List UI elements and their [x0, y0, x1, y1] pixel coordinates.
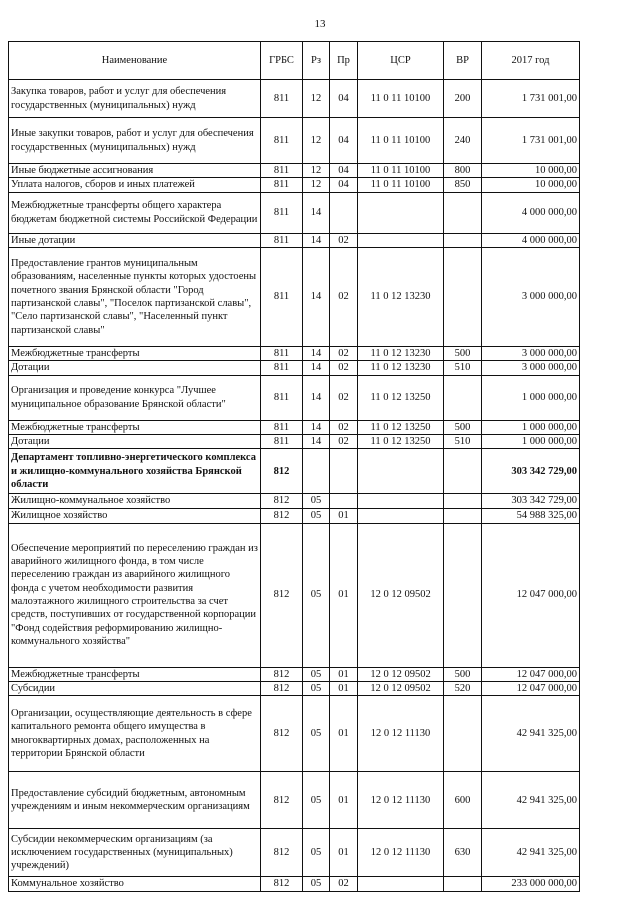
row-csr: 12 0 12 09502 — [358, 667, 444, 681]
row-csr: 12 0 12 11130 — [358, 829, 444, 877]
row-pr: 02 — [330, 233, 358, 247]
row-csr — [358, 449, 444, 494]
row-amount: 303 342 729,00 — [482, 494, 580, 508]
row-pr: 04 — [330, 178, 358, 192]
row-amount: 10 000,00 — [482, 164, 580, 178]
row-csr: 12 0 12 11130 — [358, 696, 444, 772]
row-csr: 11 0 11 10100 — [358, 164, 444, 178]
table-row — [9, 772, 580, 829]
column-header-name: Наименование — [9, 42, 261, 80]
row-rz: 12 — [303, 178, 330, 192]
row-vr — [444, 192, 482, 233]
row-amount: 3 000 000,00 — [482, 346, 580, 360]
row-rz: 05 — [303, 877, 330, 891]
row-vr — [444, 247, 482, 346]
row-vr: 520 — [444, 681, 482, 695]
table-row — [9, 361, 580, 375]
row-pr: 01 — [330, 667, 358, 681]
column-header-csr: ЦСР — [358, 42, 444, 80]
row-vr: 200 — [444, 80, 482, 118]
row-name: Иные закупки товаров, работ и услуг для обеспечения государственных (муниципальных) нужд — [9, 118, 261, 164]
row-pr: 02 — [330, 247, 358, 346]
row-vr: 510 — [444, 361, 482, 375]
row-csr: 11 0 11 10100 — [358, 80, 444, 118]
row-name: Иные бюджетные ассигнования — [9, 164, 261, 178]
row-pr: 01 — [330, 696, 358, 772]
row-name: Иные дотации — [9, 233, 261, 247]
row-pr: 02 — [330, 361, 358, 375]
table-row — [9, 233, 580, 247]
row-grbs: 812 — [261, 508, 303, 523]
row-vr: 510 — [444, 434, 482, 448]
row-amount: 4 000 000,00 — [482, 192, 580, 233]
row-grbs: 811 — [261, 346, 303, 360]
row-name: Предоставление субсидий бюджетным, автономным учреждениям и иным некоммерческим организациям — [9, 772, 261, 829]
row-pr: 02 — [330, 346, 358, 360]
table-row — [9, 420, 580, 434]
table-row — [9, 877, 580, 891]
row-name: Уплата налогов, сборов и иных платежей — [9, 178, 261, 192]
row-grbs: 812 — [261, 696, 303, 772]
table-row — [9, 696, 580, 772]
row-rz: 05 — [303, 696, 330, 772]
row-grbs: 812 — [261, 449, 303, 494]
row-vr — [444, 877, 482, 891]
row-name: Закупка товаров, работ и услуг для обеспечения государственных (муниципальных) нужд — [9, 80, 261, 118]
row-amount: 12 047 000,00 — [482, 667, 580, 681]
row-amount: 42 941 325,00 — [482, 696, 580, 772]
row-rz: 05 — [303, 494, 330, 508]
column-header-year: 2017 год — [482, 42, 580, 80]
row-amount: 3 000 000,00 — [482, 361, 580, 375]
row-grbs: 811 — [261, 361, 303, 375]
row-amount: 4 000 000,00 — [482, 233, 580, 247]
row-vr — [444, 523, 482, 667]
row-csr: 12 0 12 09502 — [358, 523, 444, 667]
row-grbs: 811 — [261, 178, 303, 192]
row-name: Коммунальное хозяйство — [9, 877, 261, 891]
row-csr — [358, 508, 444, 523]
row-rz: 05 — [303, 523, 330, 667]
row-rz: 12 — [303, 80, 330, 118]
row-pr — [330, 192, 358, 233]
row-vr — [444, 508, 482, 523]
row-rz: 14 — [303, 233, 330, 247]
row-pr: 04 — [330, 80, 358, 118]
row-csr — [358, 494, 444, 508]
row-pr: 01 — [330, 523, 358, 667]
row-rz: 14 — [303, 375, 330, 420]
row-pr: 04 — [330, 118, 358, 164]
row-name: Межбюджетные трансферты — [9, 346, 261, 360]
row-name: Жилищно-коммунальное хозяйство — [9, 494, 261, 508]
row-name: Обеспечение мероприятий по переселению граждан из аварийного жилищного фонда, в том числе переселению граждан из аварийного жилищного фонда с учетом необходимости развития малоэтажного жилищного строительства за счет средств, поступивших от государственной корпорации "Фонд содействия реформированию жилищно-коммунального хозяйства" — [9, 523, 261, 667]
row-vr — [444, 494, 482, 508]
row-name: Организации, осуществляющие деятельность в сфере капитального ремонта общего имущества в многоквартирных домах, расположенных на территории Брянской области — [9, 696, 261, 772]
row-rz: 14 — [303, 247, 330, 346]
row-vr: 850 — [444, 178, 482, 192]
row-grbs: 812 — [261, 494, 303, 508]
row-amount: 303 342 729,00 — [482, 449, 580, 494]
table-row — [9, 118, 580, 164]
row-csr — [358, 192, 444, 233]
row-amount: 1 000 000,00 — [482, 375, 580, 420]
page-number: 13 — [314, 18, 326, 30]
row-csr: 11 0 12 13230 — [358, 361, 444, 375]
row-pr — [330, 494, 358, 508]
row-pr: 02 — [330, 375, 358, 420]
row-csr: 11 0 11 10100 — [358, 178, 444, 192]
row-rz: 14 — [303, 434, 330, 448]
row-grbs: 811 — [261, 80, 303, 118]
row-csr: 12 0 12 09502 — [358, 681, 444, 695]
row-pr: 02 — [330, 420, 358, 434]
row-amount: 42 941 325,00 — [482, 772, 580, 829]
row-rz: 14 — [303, 192, 330, 233]
row-grbs: 811 — [261, 375, 303, 420]
row-csr — [358, 233, 444, 247]
row-csr: 11 0 12 13250 — [358, 434, 444, 448]
table-row — [9, 192, 580, 233]
row-amount: 233 000 000,00 — [482, 877, 580, 891]
column-header-pr: Пр — [330, 42, 358, 80]
row-pr: 01 — [330, 829, 358, 877]
row-rz: 12 — [303, 164, 330, 178]
row-pr: 01 — [330, 508, 358, 523]
row-name: Предоставление грантов муниципальным образованиям, населенные пункты которых удостоены почетного звания Брянской области "Город партизанской славы", "Поселок партизанской славы", "Село партизанской славы", "Населенный пункт партизанской славы" — [9, 247, 261, 346]
table-row — [9, 375, 580, 420]
row-grbs: 811 — [261, 420, 303, 434]
row-amount: 54 988 325,00 — [482, 508, 580, 523]
row-rz: 05 — [303, 772, 330, 829]
row-grbs: 812 — [261, 681, 303, 695]
table-row — [9, 523, 580, 667]
row-vr — [444, 375, 482, 420]
row-rz — [303, 449, 330, 494]
row-vr — [444, 696, 482, 772]
row-grbs: 811 — [261, 118, 303, 164]
row-vr: 240 — [444, 118, 482, 164]
row-vr: 500 — [444, 667, 482, 681]
row-amount: 1 731 001,00 — [482, 80, 580, 118]
row-grbs: 812 — [261, 877, 303, 891]
row-grbs: 811 — [261, 434, 303, 448]
column-header-vr: ВР — [444, 42, 482, 80]
row-grbs: 811 — [261, 164, 303, 178]
row-name: Субсидии некоммерческим организациям (за исключением государственных (муниципальных) учреждений) — [9, 829, 261, 877]
row-name: Межбюджетные трансферты — [9, 420, 261, 434]
row-rz: 14 — [303, 361, 330, 375]
row-rz: 05 — [303, 681, 330, 695]
row-amount: 1 000 000,00 — [482, 434, 580, 448]
row-csr: 11 0 12 13230 — [358, 346, 444, 360]
row-csr: 11 0 11 10100 — [358, 118, 444, 164]
row-rz: 05 — [303, 508, 330, 523]
row-vr: 630 — [444, 829, 482, 877]
row-name: Дотации — [9, 434, 261, 448]
table-row — [9, 494, 580, 508]
row-vr — [444, 449, 482, 494]
row-grbs: 812 — [261, 772, 303, 829]
row-vr: 500 — [444, 346, 482, 360]
row-name: Межбюджетные трансферты — [9, 667, 261, 681]
row-vr: 500 — [444, 420, 482, 434]
row-csr: 12 0 12 11130 — [358, 772, 444, 829]
table-header-row — [9, 42, 580, 80]
row-amount: 12 047 000,00 — [482, 681, 580, 695]
row-name: Субсидии — [9, 681, 261, 695]
row-grbs: 811 — [261, 233, 303, 247]
row-csr: 11 0 12 13230 — [358, 247, 444, 346]
row-name: Межбюджетные трансферты общего характера бюджетам бюджетной системы Российской Федерации — [9, 192, 261, 233]
row-amount: 10 000,00 — [482, 178, 580, 192]
row-rz: 05 — [303, 829, 330, 877]
row-amount: 1 731 001,00 — [482, 118, 580, 164]
row-pr: 01 — [330, 772, 358, 829]
row-name: Организация и проведение конкурса "Лучшее муниципальное образование Брянской области" — [9, 375, 261, 420]
row-amount: 1 000 000,00 — [482, 420, 580, 434]
row-vr — [444, 233, 482, 247]
row-amount: 42 941 325,00 — [482, 829, 580, 877]
row-pr: 01 — [330, 681, 358, 695]
row-rz: 14 — [303, 420, 330, 434]
row-grbs: 811 — [261, 192, 303, 233]
table-row — [9, 178, 580, 192]
row-pr: 02 — [330, 434, 358, 448]
row-name: Жилищное хозяйство — [9, 508, 261, 523]
column-header-rz: Рз — [303, 42, 330, 80]
table-row — [9, 80, 580, 118]
table-row — [9, 508, 580, 523]
row-name: Департамент топливно-энергетического комплекса и жилищно-коммунального хозяйства Брянской области — [9, 449, 261, 494]
row-csr — [358, 877, 444, 891]
row-amount: 12 047 000,00 — [482, 523, 580, 667]
row-name: Дотации — [9, 361, 261, 375]
row-grbs: 812 — [261, 829, 303, 877]
row-pr: 04 — [330, 164, 358, 178]
table-row — [9, 346, 580, 360]
table-row — [9, 164, 580, 178]
table-row — [9, 449, 580, 494]
budget-table — [8, 41, 580, 892]
row-vr: 800 — [444, 164, 482, 178]
table-row — [9, 247, 580, 346]
row-pr — [330, 449, 358, 494]
column-header-grbs: ГРБС — [261, 42, 303, 80]
table-row — [9, 681, 580, 695]
row-grbs: 811 — [261, 247, 303, 346]
row-vr: 600 — [444, 772, 482, 829]
row-csr: 11 0 12 13250 — [358, 420, 444, 434]
row-amount: 3 000 000,00 — [482, 247, 580, 346]
row-csr: 11 0 12 13250 — [358, 375, 444, 420]
row-rz: 12 — [303, 118, 330, 164]
row-grbs: 812 — [261, 523, 303, 667]
row-pr: 02 — [330, 877, 358, 891]
row-rz: 05 — [303, 667, 330, 681]
row-grbs: 812 — [261, 667, 303, 681]
table-row — [9, 829, 580, 877]
row-rz: 14 — [303, 346, 330, 360]
table-row — [9, 667, 580, 681]
table-row — [9, 434, 580, 448]
